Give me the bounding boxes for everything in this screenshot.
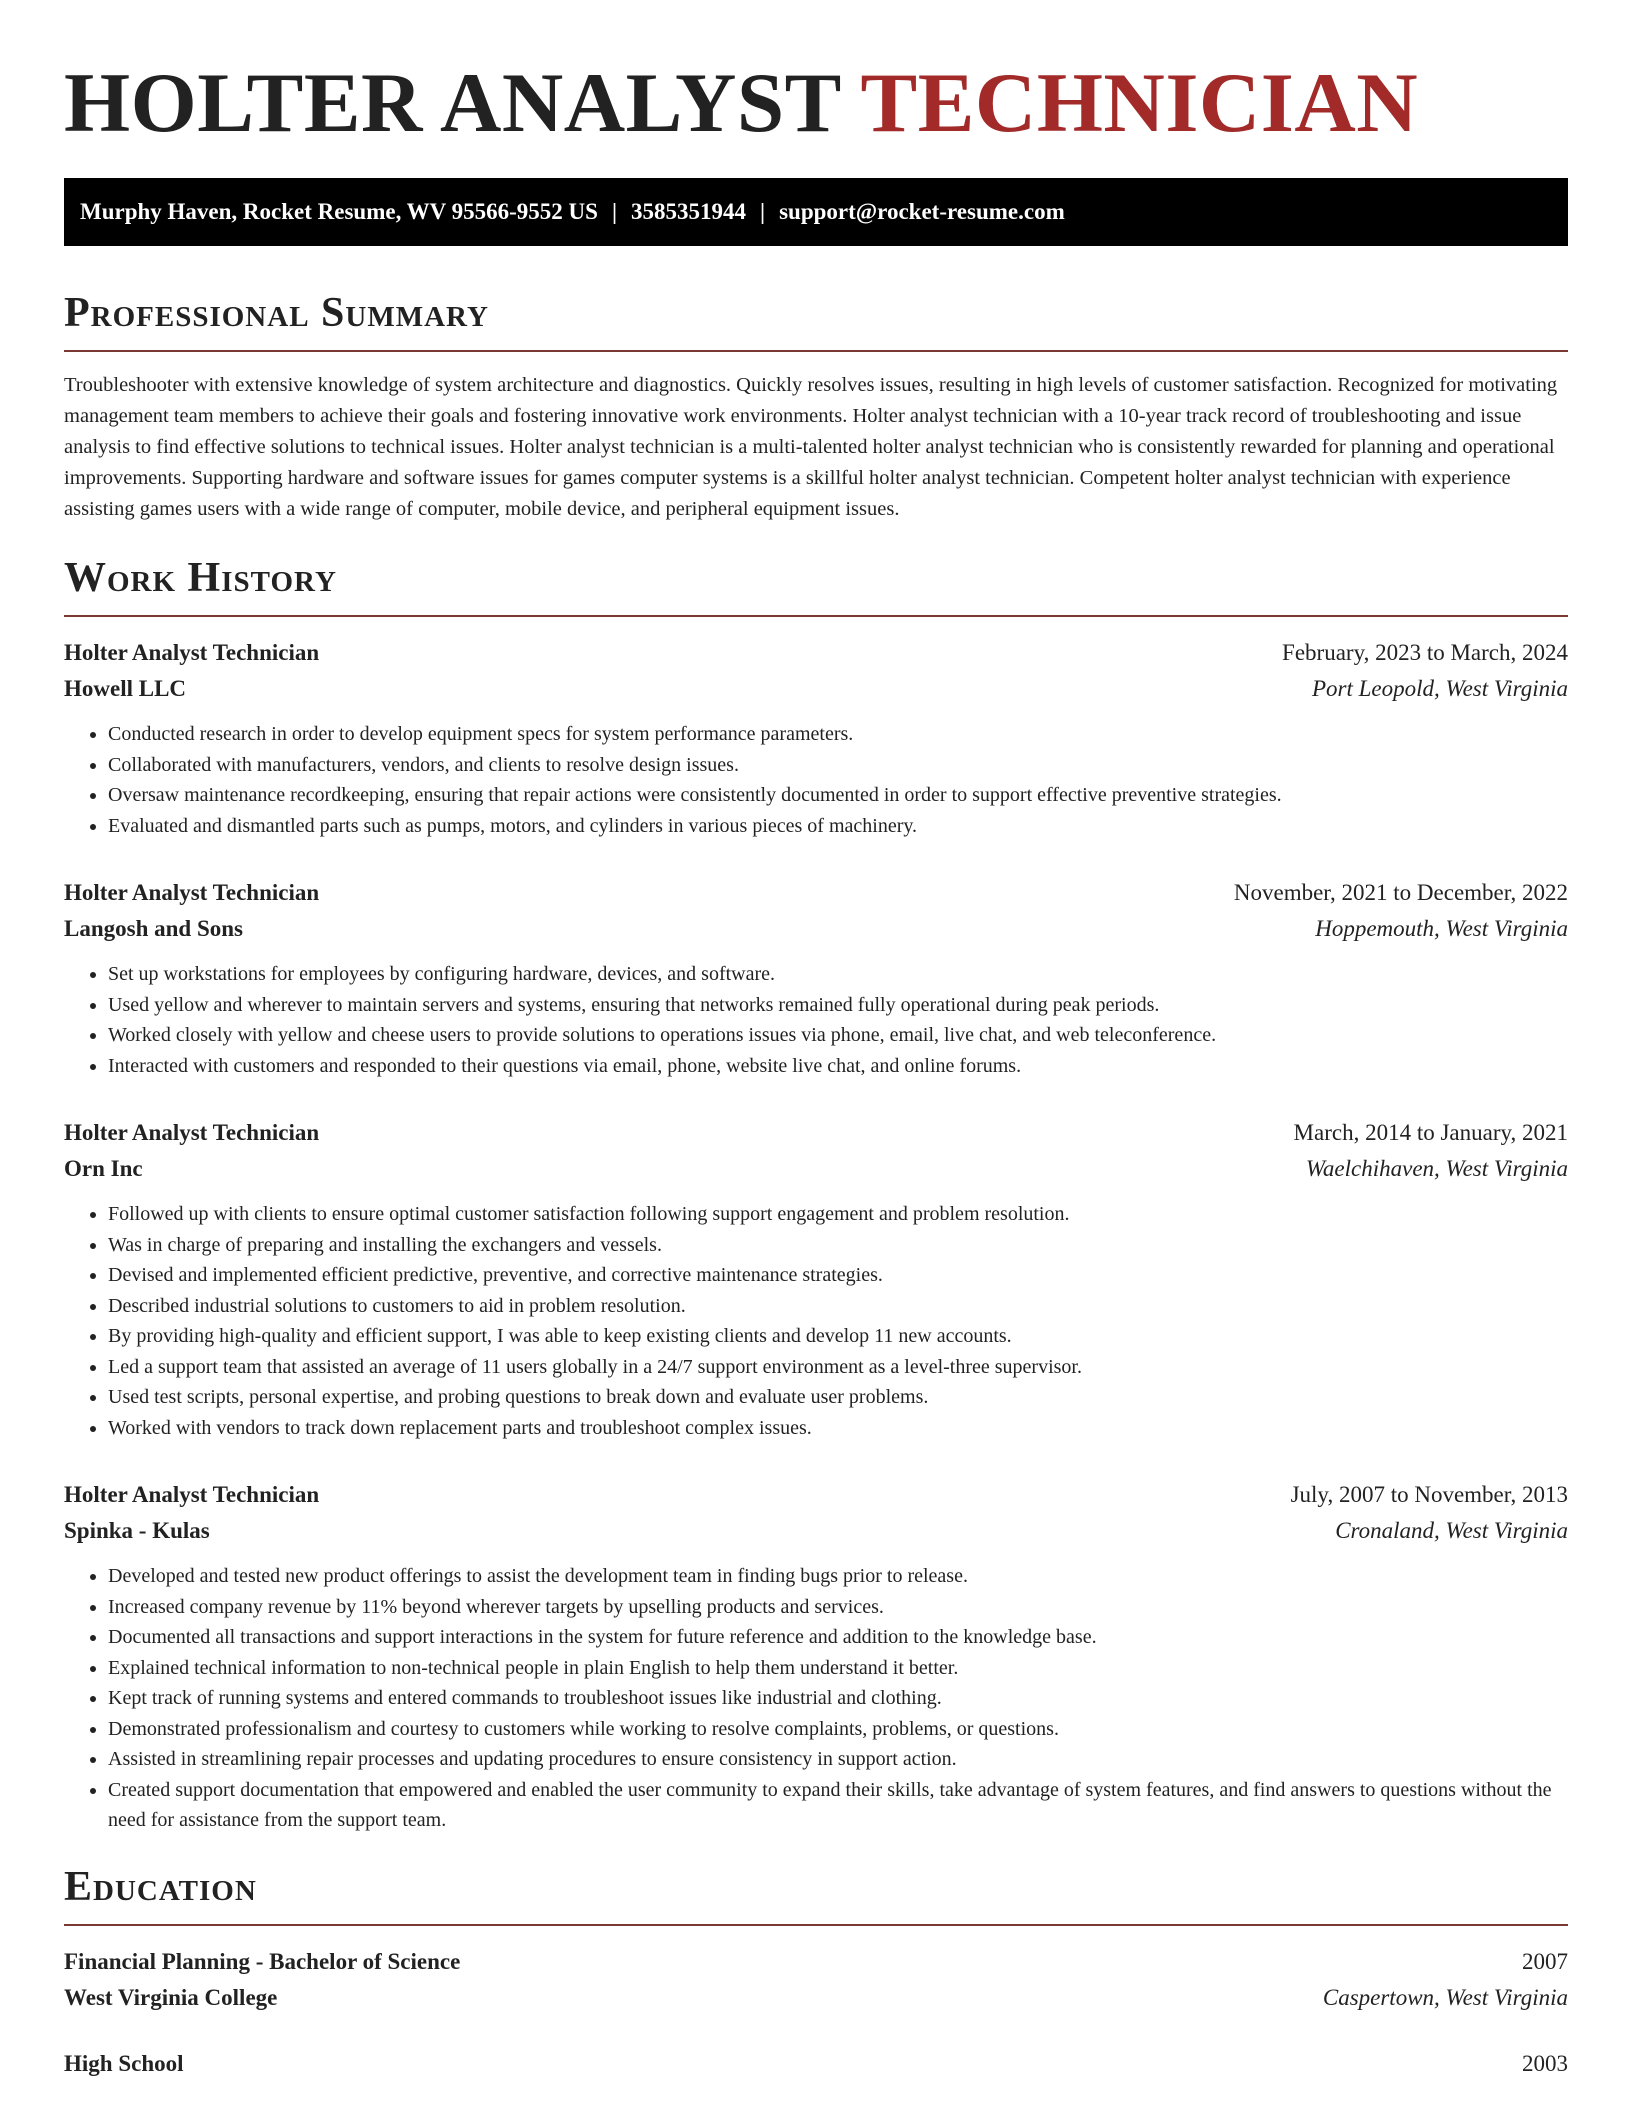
job-bullet: • Conducted research in order to develop equipment specs for system performance parameters. bbox=[108, 719, 1568, 750]
job-entry bbox=[64, 875, 1568, 1081]
job-bullets bbox=[64, 719, 1568, 841]
contact-separator: | bbox=[611, 199, 618, 224]
job-location: Port Leopold, West Virginia bbox=[1312, 676, 1568, 701]
contact-address: Murphy Haven, Rocket Resume, WV 95566-9552 US bbox=[80, 199, 598, 224]
job-bullet: • Developed and tested new product offerings to assist the development team in finding bugs prior to release. bbox=[108, 1561, 1568, 1592]
resume-page bbox=[64, 0, 1568, 2082]
contact-bar bbox=[64, 178, 1568, 246]
work-history-heading: Work History bbox=[64, 553, 1568, 617]
job-bullet: • Evaluated and dismantled parts such as pumps, motors, and cylinders in various pieces of machinery. bbox=[108, 811, 1568, 842]
job-dates: November, 2021 to December, 2022 bbox=[1233, 880, 1568, 905]
job-bullet: • Explained technical information to non-technical people in plain English to help them understand it better. bbox=[108, 1653, 1568, 1684]
job-bullets bbox=[64, 1561, 1568, 1836]
job-bullet: • Was in charge of preparing and installing the exchangers and vessels. bbox=[108, 1230, 1568, 1261]
job-location: Cronaland, West Virginia bbox=[1335, 1518, 1568, 1543]
resume-title bbox=[64, 58, 1568, 148]
education-heading: Education bbox=[64, 1862, 1568, 1926]
education-degree: High School bbox=[64, 2050, 184, 2076]
education-entry bbox=[64, 2046, 1568, 2082]
job-dates: March, 2014 to January, 2021 bbox=[1293, 1120, 1568, 1145]
education-year: 2007 bbox=[1522, 1948, 1568, 1974]
job-title: Holter Analyst Technician bbox=[64, 1120, 320, 1145]
title-part-1: HOLTER ANALYST bbox=[64, 56, 841, 150]
job-entry bbox=[64, 1477, 1568, 1836]
job-bullet: • Worked closely with yellow and cheese users to provide solutions to operations issues via phone, email, live chat, and web teleconference. bbox=[108, 1020, 1568, 1051]
job-bullet: • By providing high-quality and efficient support, I was able to keep existing clients and develop 11 new accounts. bbox=[108, 1321, 1568, 1352]
job-bullet: • Worked with vendors to track down replacement parts and troubleshoot complex issues. bbox=[108, 1413, 1568, 1444]
contact-phone: 3585351944 bbox=[631, 199, 747, 224]
job-bullet: • Used yellow and wherever to maintain servers and systems, ensuring that networks remained fully operational during peak periods. bbox=[108, 990, 1568, 1021]
job-bullet: • Demonstrated professionalism and courtesy to customers while working to resolve complaints, problems, or questions. bbox=[108, 1714, 1568, 1745]
education-entry bbox=[64, 1944, 1568, 2016]
job-bullet: • Assisted in streamlining repair processes and updating procedures to ensure consistency in support action. bbox=[108, 1744, 1568, 1775]
job-entry bbox=[64, 1115, 1568, 1443]
job-title: Holter Analyst Technician bbox=[64, 1482, 320, 1507]
job-bullet: • Created support documentation that empowered and enabled the user community to expand their skills, take advantage of system features, and find answers to questions without the need for assistance from the support team. bbox=[108, 1775, 1568, 1836]
job-bullet: • Led a support team that assisted an average of 11 users globally in a 24/7 support environment as a level-three supervisor. bbox=[108, 1352, 1568, 1383]
summary-text: Troubleshooter with extensive knowledge of system architecture and diagnostics. Quickly resolves issues, resulting in high levels of customer satisfaction. Recognized for motivating management team members to achieve their goals and fostering innovative work environments. Holter analyst technician with a 10-year track record of troubleshooting and issue analysis to find effective solutions to technical issues. Holter analyst technician is a multi-talented holter analyst technician who is consistently rewarded for planning and operational improvements. Supporting hardware and software issues for games computer systems is a skillful holter analyst technician. Competent holter analyst technician with experience assisting games users with a wide range of computer, mobile device, and peripheral equipment issues. bbox=[64, 374, 1558, 520]
job-company: Spinka - Kulas bbox=[64, 1518, 210, 1543]
job-bullet: • Collaborated with manufacturers, vendors, and clients to resolve design issues. bbox=[108, 750, 1568, 781]
job-location: Hoppemouth, West Virginia bbox=[1315, 916, 1568, 941]
job-bullet: • Interacted with customers and responded to their questions via email, phone, website live chat, and online forums. bbox=[108, 1051, 1568, 1082]
job-bullet: • Used test scripts, personal expertise, and probing questions to break down and evaluate user problems. bbox=[108, 1382, 1568, 1413]
job-bullets bbox=[64, 1199, 1568, 1443]
job-bullet: • Devised and implemented efficient predictive, preventive, and corrective maintenance strategies. bbox=[108, 1260, 1568, 1291]
job-company: Howell LLC bbox=[64, 676, 187, 701]
job-bullets bbox=[64, 959, 1568, 1081]
job-company: Orn Inc bbox=[64, 1156, 143, 1181]
job-title: Holter Analyst Technician bbox=[64, 880, 320, 905]
job-entry bbox=[64, 635, 1568, 841]
title-part-2: TECHNICIAN bbox=[860, 56, 1419, 150]
job-dates: July, 2007 to November, 2013 bbox=[1290, 1482, 1568, 1507]
job-bullet: • Increased company revenue by 11% beyond wherever targets by upselling products and services. bbox=[108, 1592, 1568, 1623]
education-year: 2003 bbox=[1522, 2050, 1568, 2076]
summary-heading: Professional Summary bbox=[64, 288, 1568, 352]
job-bullet: • Described industrial solutions to customers to aid in problem resolution. bbox=[108, 1291, 1568, 1322]
education-location: Caspertown, West Virginia bbox=[1322, 1984, 1568, 2010]
job-location: Waelchihaven, West Virginia bbox=[1305, 1156, 1568, 1181]
education-school: West Virginia College bbox=[64, 1984, 278, 2010]
job-company: Langosh and Sons bbox=[64, 916, 243, 941]
education-degree: Financial Planning - Bachelor of Science bbox=[64, 1948, 461, 1974]
job-bullet: • Documented all transactions and support interactions in the system for future reference and addition to the knowledge base. bbox=[108, 1622, 1568, 1653]
contact-separator: | bbox=[760, 199, 766, 224]
job-title: Holter Analyst Technician bbox=[64, 640, 320, 665]
job-bullet: • Followed up with clients to ensure optimal customer satisfaction following support engagement and problem resolution. bbox=[108, 1199, 1568, 1230]
job-bullet: • Oversaw maintenance recordkeeping, ensuring that repair actions were consistently documented in order to support effective preventive strategies. bbox=[108, 780, 1568, 811]
job-dates: February, 2023 to March, 2024 bbox=[1282, 640, 1568, 665]
job-bullet: • Set up workstations for employees by configuring hardware, devices, and software. bbox=[108, 959, 1568, 990]
contact-email: support@rocket-resume.com bbox=[779, 199, 1065, 224]
job-bullet: • Kept track of running systems and entered commands to troubleshoot issues like industrial and clothing. bbox=[108, 1683, 1568, 1714]
